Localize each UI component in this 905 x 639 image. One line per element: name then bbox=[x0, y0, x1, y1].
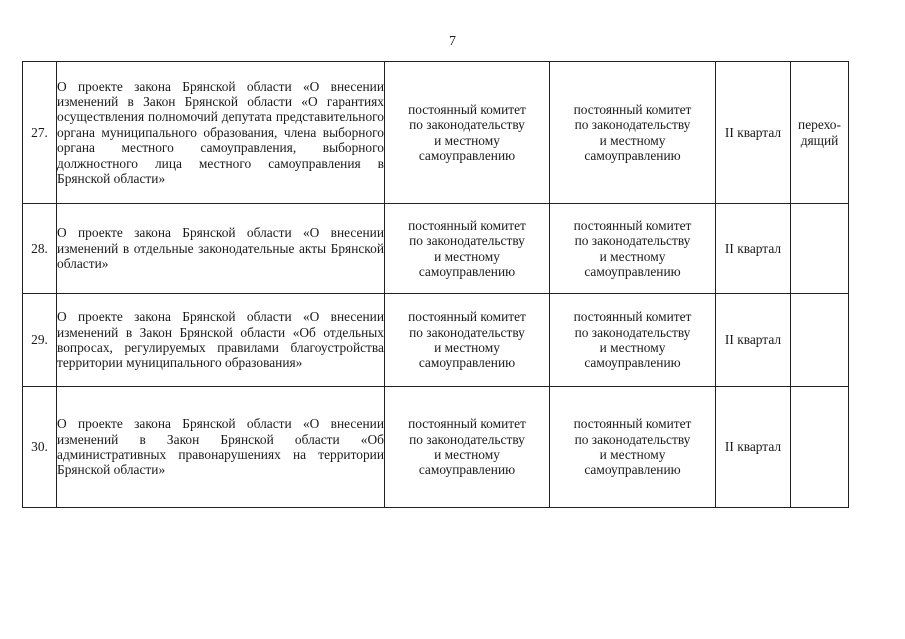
developer-line: по законодательству bbox=[409, 117, 525, 133]
responsible-line: самоуправлению bbox=[584, 147, 681, 163]
responsible-line: самоуправлению bbox=[584, 462, 681, 478]
developer-line: постоянный комитет bbox=[408, 416, 526, 432]
note-line: дящий bbox=[800, 132, 839, 148]
developer-line: самоуправлению bbox=[418, 462, 516, 478]
responsible-line: постоянный комитет bbox=[573, 101, 692, 117]
developer-line: постоянный комитет bbox=[408, 309, 526, 325]
developer-cell bbox=[385, 294, 550, 387]
bill-title: О проекте закона Брянской области «О внесении изменений в Закон Брянской области «О гарантиях осуществления полномочий депутата представительного органа муниципального образования, члена выборного органа местного самоуправления, выборного должностного лица местного самоуправления в Брянской области» bbox=[57, 62, 385, 204]
responsible-cell bbox=[550, 204, 716, 294]
developer-cell bbox=[385, 387, 550, 508]
developer-line: и местному bbox=[434, 447, 500, 462]
responsible-line: постоянный комитет bbox=[573, 217, 692, 233]
developer-line: и местному bbox=[434, 340, 500, 355]
responsible-line: постоянный комитет bbox=[573, 309, 692, 325]
responsible-line: по законодательству bbox=[574, 324, 691, 340]
developer-line: по законодательству bbox=[409, 324, 525, 340]
note-cell bbox=[791, 204, 849, 294]
responsible-line: и местному bbox=[599, 340, 666, 355]
responsible-line: по законодательству bbox=[574, 233, 691, 249]
responsible-cell bbox=[550, 294, 716, 387]
responsible-line: по законодательству bbox=[574, 431, 691, 447]
note-cell bbox=[791, 294, 849, 387]
developer-line: самоуправлению bbox=[418, 355, 516, 371]
note-cell bbox=[791, 62, 849, 204]
bill-title: О проекте закона Брянской области «О внесении изменений в отдельные законодательные акты Брянской области» bbox=[57, 204, 385, 294]
responsible-cell bbox=[550, 387, 716, 508]
responsible-cell bbox=[550, 62, 716, 204]
developer-line: самоуправлению bbox=[418, 147, 516, 163]
quarter-cell: II квартал bbox=[716, 204, 791, 294]
responsible-line: и местному bbox=[599, 447, 666, 462]
developer-cell bbox=[385, 204, 550, 294]
table-row-30 bbox=[23, 387, 849, 508]
bill-title: О проекте закона Брянской области «О внесении изменений в Закон Брянской области «Об отдельных вопросах, регулируемых правилами благоустройства территории муниципального образования» bbox=[57, 294, 385, 387]
developer-line: и местному bbox=[434, 132, 500, 148]
developer-line: по законодательству bbox=[409, 431, 525, 447]
developer-line: постоянный комитет bbox=[408, 217, 526, 233]
row-number: 28. bbox=[23, 204, 57, 294]
developer-line: постоянный комитет bbox=[408, 101, 526, 117]
responsible-line: постоянный комитет bbox=[573, 416, 692, 432]
page-number: 7 bbox=[449, 34, 456, 49]
bill-title: О проекте закона Брянской области «О внесении изменений в Закон Брянской области «Об административных правонарушениях на территории Брянской области» bbox=[57, 387, 385, 508]
developer-line: самоуправлению bbox=[418, 263, 516, 279]
row-number: 29. bbox=[23, 294, 57, 387]
developer-line: и местному bbox=[434, 248, 500, 264]
responsible-line: самоуправлению bbox=[584, 263, 681, 279]
table-row-29 bbox=[23, 294, 849, 387]
quarter-cell: II квартал bbox=[716, 294, 791, 387]
table-row-27 bbox=[23, 62, 849, 204]
responsible-line: и местному bbox=[599, 248, 666, 264]
note-line: перехо- bbox=[798, 117, 841, 133]
responsible-line: и местному bbox=[599, 132, 666, 148]
table-row-28 bbox=[23, 204, 849, 294]
responsible-line: по законодательству bbox=[574, 117, 691, 133]
developer-cell bbox=[385, 62, 550, 204]
row-number: 30. bbox=[23, 387, 57, 508]
row-number: 27. bbox=[23, 62, 57, 204]
developer-line: по законодательству bbox=[409, 233, 525, 249]
quarter-cell: II квартал bbox=[716, 62, 791, 204]
responsible-line: самоуправлению bbox=[584, 355, 681, 371]
note-cell bbox=[791, 387, 849, 508]
legislative-plan-table bbox=[22, 61, 849, 508]
quarter-cell: II квартал bbox=[716, 387, 791, 508]
